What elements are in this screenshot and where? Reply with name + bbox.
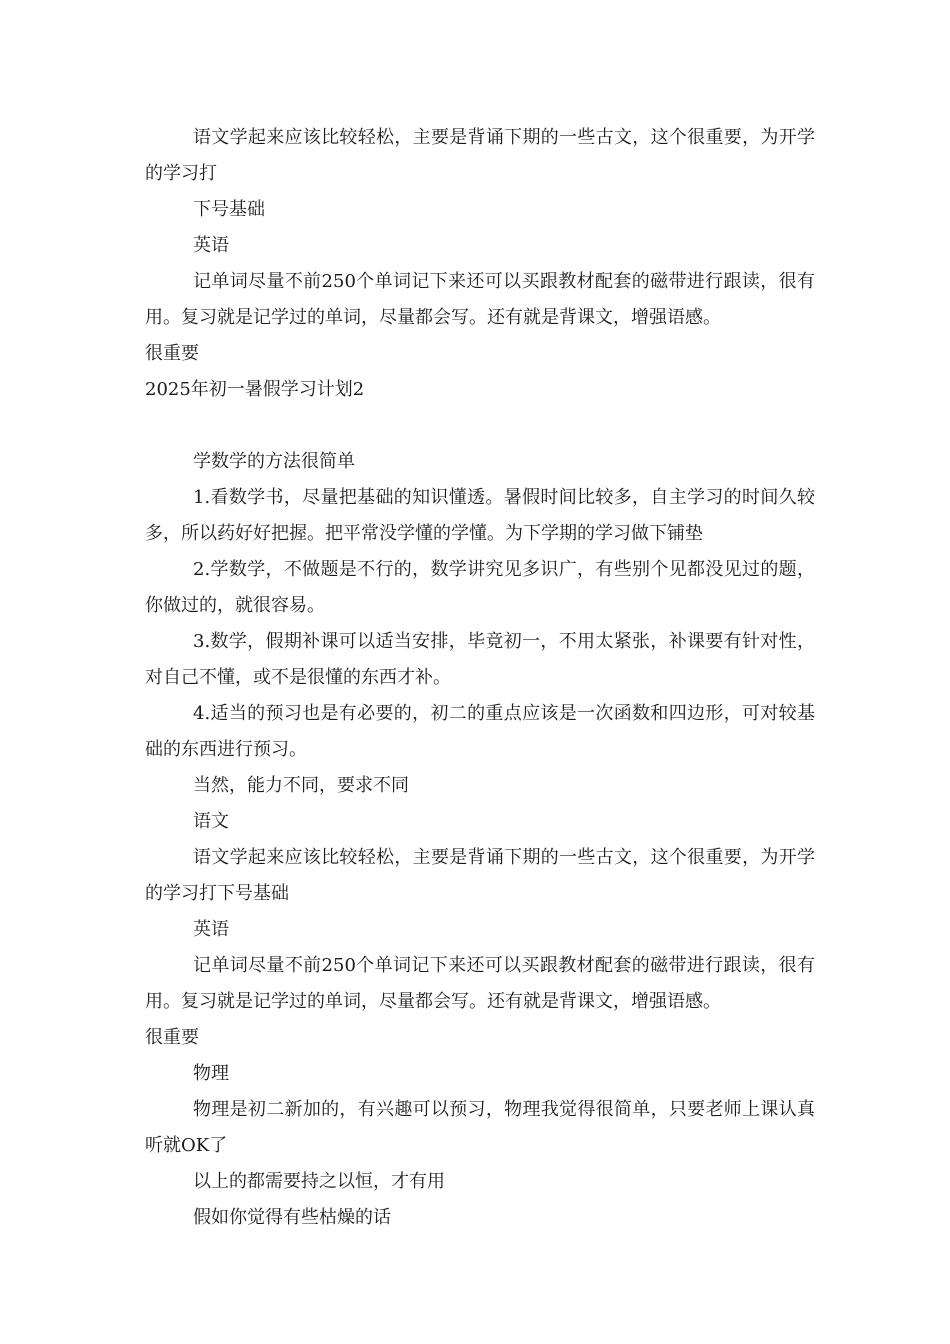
heading-physics: 物理 (193, 1063, 229, 1084)
heading-math-method: 学数学的方法很简单 (193, 451, 355, 472)
heading-chinese: 语文 (193, 811, 229, 832)
paragraph-math-2: 2.学数学，不做题是不行的，数学讲究见多识广，有些别个见都没见过的题，你做过的，就很容易。 (145, 559, 815, 616)
document-body (145, 120, 815, 1236)
section-title: 2025年初一暑假学习计划2 (145, 379, 365, 400)
paragraph-english-vocab-2: 记单词尽量不前250个单词记下来还可以买跟教材配套的磁带进行跟读，很有用。复习就是记学过的单词，尽量都会写。还有就是背课文，增强语感。 (145, 955, 815, 1012)
paragraph-ability: 当然，能力不同，要求不同 (193, 775, 409, 796)
paragraph-persistence: 以上的都需要持之以恒，才有用 (193, 1171, 445, 1192)
blank-line (145, 408, 815, 444)
paragraph-boring: 假如你觉得有些枯燥的话 (193, 1207, 391, 1228)
paragraph-math-4: 4.适当的预习也是有必要的，初二的重点应该是一次函数和四边形，可对较基础的东西进行预习。 (145, 703, 815, 760)
paragraph-foundation: 下号基础 (193, 199, 265, 220)
paragraph-english-vocab: 记单词尽量不前250个单词记下来还可以买跟教材配套的磁带进行跟读，很有用。复习就是记学过的单词，尽量都会写。还有就是背课文，增强语感。 (145, 271, 815, 328)
paragraph-important-2: 很重要 (145, 1027, 199, 1048)
paragraph-important: 很重要 (145, 343, 199, 364)
paragraph-math-1: 1.看数学书，尽量把基础的知识懂透。暑假时间比较多，自主学习的时间久较多，所以药好好把握。把平常没学懂的学懂。为下学期的学习做下铺垫 (145, 487, 815, 544)
paragraph-chinese: 语文学起来应该比较轻松，主要是背诵下期的一些古文，这个很重要，为开学的学习打下号基础 (145, 847, 815, 904)
paragraph-physics: 物理是初二新加的，有兴趣可以预习，物理我觉得很简单，只要老师上课认真听就OK了 (145, 1099, 815, 1156)
paragraph-math-3: 3.数学，假期补课可以适当安排，毕竟初一，不用太紧张，补课要有针对性，对自己不懂，或不是很懂的东西才补。 (145, 631, 815, 688)
heading-english-2: 英语 (193, 919, 229, 940)
paragraph-chinese-intro: 语文学起来应该比较轻松，主要是背诵下期的一些古文，这个很重要，为开学的学习打 (145, 127, 815, 184)
heading-english: 英语 (193, 235, 229, 256)
